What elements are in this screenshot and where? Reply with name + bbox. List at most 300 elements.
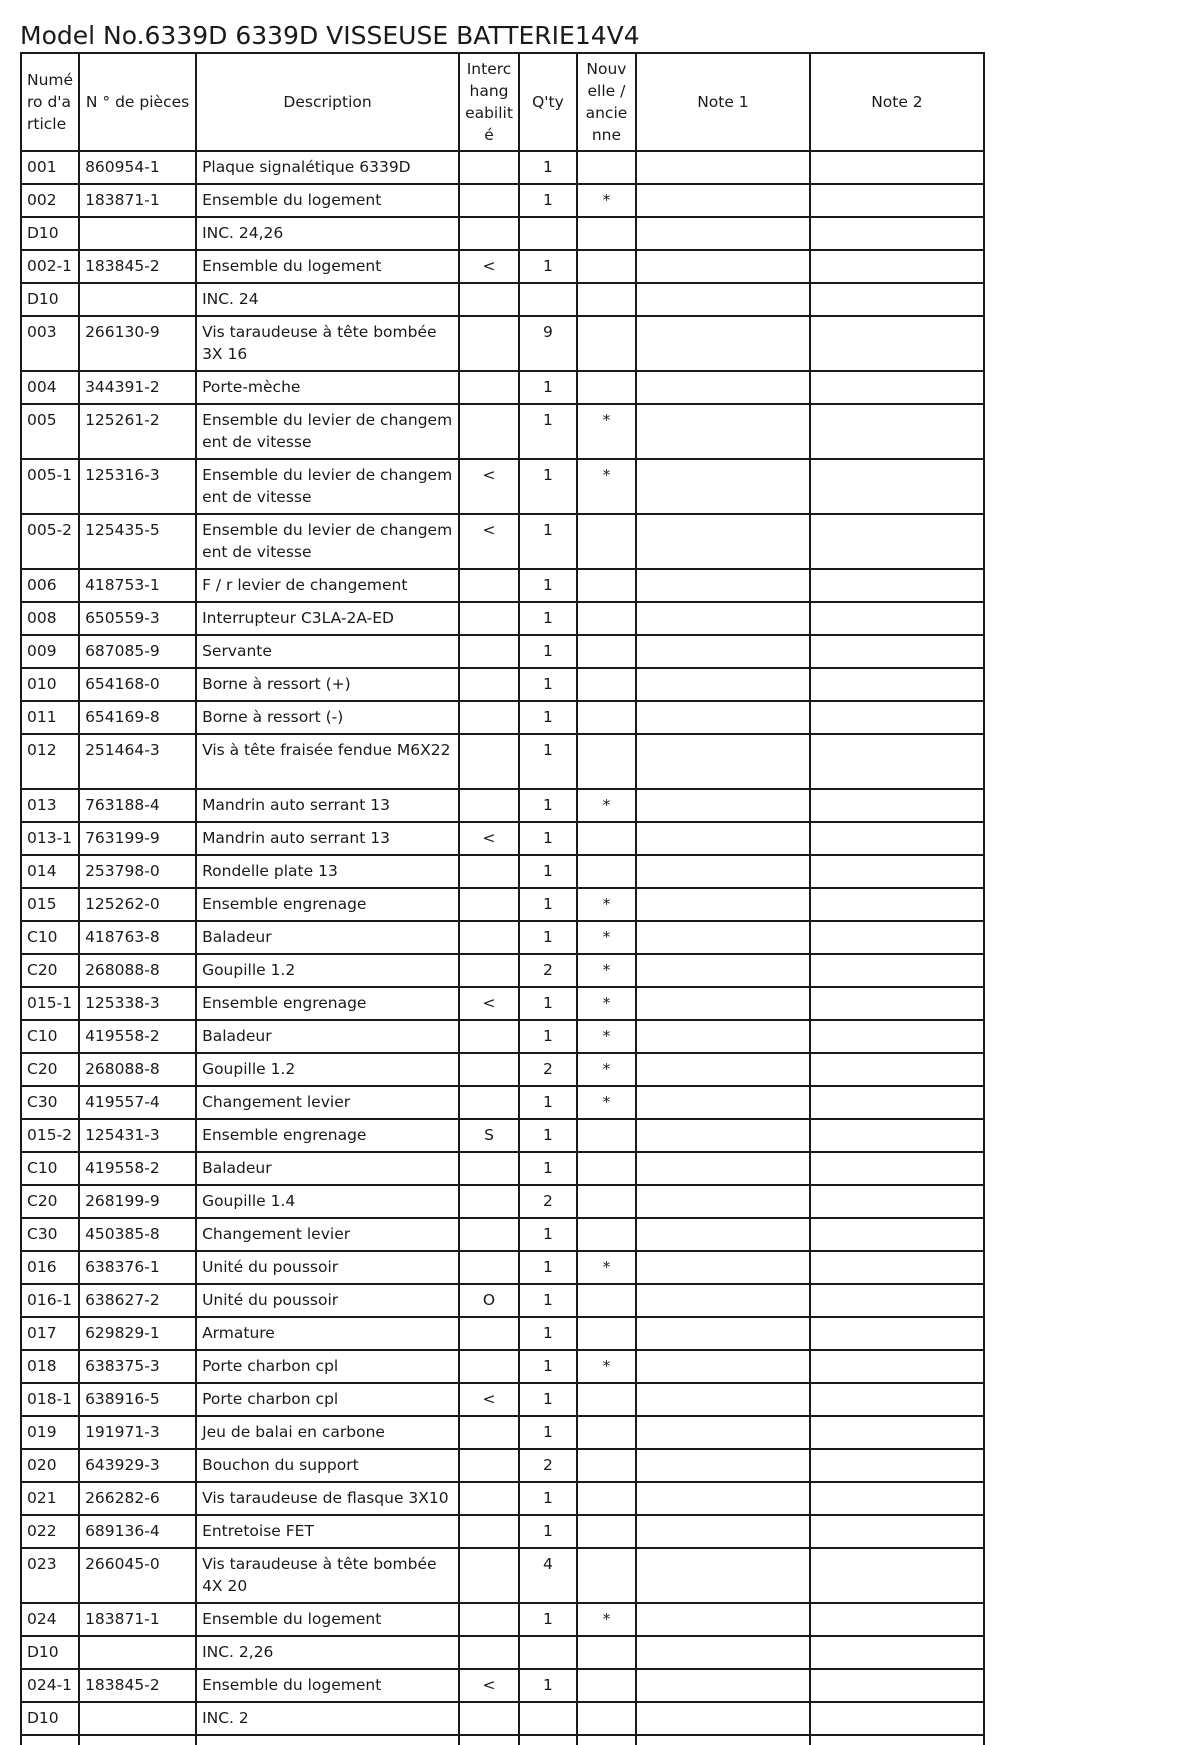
interchangeability-cell <box>459 1603 519 1636</box>
quantity-cell: 1 <box>519 668 577 701</box>
interchangeability-cell <box>459 217 519 250</box>
item-number-cell: C10 <box>21 1152 79 1185</box>
new-old-cell <box>577 283 636 316</box>
interchangeability-cell: S <box>459 1119 519 1152</box>
new-old-cell <box>577 1119 636 1152</box>
part-number-cell: 418763-8 <box>79 921 196 954</box>
description-cell: Vis taraudeuse de flasque 3X10 <box>196 1482 459 1515</box>
part-number-cell: 183871-1 <box>79 1603 196 1636</box>
note-1-cell <box>636 1603 810 1636</box>
note-2-cell <box>810 1086 984 1119</box>
new-old-cell <box>577 1317 636 1350</box>
table-row <box>21 404 984 459</box>
note-1-cell <box>636 1515 810 1548</box>
item-number-cell: D10 <box>21 1702 79 1735</box>
part-number-cell: 266282-6 <box>79 1482 196 1515</box>
part-number-cell <box>79 1702 196 1735</box>
interchangeability-cell <box>459 1251 519 1284</box>
item-number-cell: 019 <box>21 1416 79 1449</box>
quantity-cell: 1 <box>519 1603 577 1636</box>
empty-cell <box>196 1735 459 1745</box>
table-row <box>21 371 984 404</box>
part-number-cell: 689136-4 <box>79 1515 196 1548</box>
item-number-cell: 008 <box>21 602 79 635</box>
new-old-cell <box>577 1636 636 1669</box>
item-number-cell: 002-1 <box>21 250 79 283</box>
quantity-cell: 1 <box>519 151 577 184</box>
quantity-cell: 1 <box>519 1218 577 1251</box>
table-row <box>21 1152 984 1185</box>
note-2-cell <box>810 404 984 459</box>
part-number-cell: 125435-5 <box>79 514 196 569</box>
note-1-cell <box>636 1119 810 1152</box>
item-number-cell: D10 <box>21 1636 79 1669</box>
table-row <box>21 789 984 822</box>
table-row <box>21 602 984 635</box>
interchangeability-cell: < <box>459 250 519 283</box>
table-row <box>21 954 984 987</box>
empty-cell <box>21 1735 79 1745</box>
note-1-cell <box>636 1350 810 1383</box>
part-number-cell: 125316-3 <box>79 459 196 514</box>
quantity-cell: 1 <box>519 1317 577 1350</box>
header-part-number: N ° de pièces <box>79 53 196 151</box>
note-2-cell <box>810 1152 984 1185</box>
note-2-cell <box>810 987 984 1020</box>
note-2-cell <box>810 1185 984 1218</box>
part-number-cell: 125262-0 <box>79 888 196 921</box>
part-number-cell: 419558-2 <box>79 1152 196 1185</box>
item-number-cell: C30 <box>21 1086 79 1119</box>
description-cell: Interrupteur C3LA-2A-ED <box>196 602 459 635</box>
item-number-cell: 015-1 <box>21 987 79 1020</box>
note-1-cell <box>636 1702 810 1735</box>
part-number-cell: 183871-1 <box>79 184 196 217</box>
part-number-cell: 266130-9 <box>79 316 196 371</box>
interchangeability-cell: O <box>459 1284 519 1317</box>
item-number-cell: 005 <box>21 404 79 459</box>
interchangeability-cell <box>459 184 519 217</box>
quantity-cell: 1 <box>519 1515 577 1548</box>
description-cell: Armature <box>196 1317 459 1350</box>
description-cell: F / r levier de changement <box>196 569 459 602</box>
interchangeability-cell <box>459 1449 519 1482</box>
interchangeability-cell <box>459 151 519 184</box>
part-number-cell: 763199-9 <box>79 822 196 855</box>
empty-cell <box>519 1735 577 1745</box>
item-number-cell: D10 <box>21 217 79 250</box>
empty-cell <box>79 1735 196 1745</box>
note-1-cell <box>636 1416 810 1449</box>
table-row <box>21 1020 984 1053</box>
note-1-cell <box>636 1317 810 1350</box>
description-cell: Porte charbon cpl <box>196 1383 459 1416</box>
quantity-cell: 1 <box>519 1383 577 1416</box>
interchangeability-cell <box>459 283 519 316</box>
item-number-cell: 023 <box>21 1548 79 1603</box>
note-2-cell <box>810 569 984 602</box>
item-number-cell: C10 <box>21 921 79 954</box>
item-number-cell: 015-2 <box>21 1119 79 1152</box>
quantity-cell: 1 <box>519 371 577 404</box>
note-1-cell <box>636 987 810 1020</box>
part-number-cell: 638376-1 <box>79 1251 196 1284</box>
quantity-cell: 1 <box>519 1086 577 1119</box>
description-cell: Goupille 1.4 <box>196 1185 459 1218</box>
description-cell: Entretoise FET <box>196 1515 459 1548</box>
item-number-cell: 013-1 <box>21 822 79 855</box>
part-number-cell: 418753-1 <box>79 569 196 602</box>
note-1-cell <box>636 822 810 855</box>
new-old-cell <box>577 701 636 734</box>
description-cell: INC. 2 <box>196 1702 459 1735</box>
empty-cell <box>636 1735 810 1745</box>
note-2-cell <box>810 1383 984 1416</box>
note-2-cell <box>810 1284 984 1317</box>
item-number-cell: 021 <box>21 1482 79 1515</box>
quantity-cell: 1 <box>519 602 577 635</box>
part-number-cell <box>79 217 196 250</box>
item-number-cell: C20 <box>21 954 79 987</box>
description-cell: INC. 24,26 <box>196 217 459 250</box>
table-row <box>21 1317 984 1350</box>
header-quantity: Q'ty <box>519 53 577 151</box>
quantity-cell: 9 <box>519 316 577 371</box>
note-1-cell <box>636 1218 810 1251</box>
new-old-cell <box>577 514 636 569</box>
empty-cell <box>459 1735 519 1745</box>
note-2-cell <box>810 822 984 855</box>
new-old-cell <box>577 1416 636 1449</box>
table-row <box>21 151 984 184</box>
new-old-cell <box>577 668 636 701</box>
quantity-cell <box>519 1636 577 1669</box>
interchangeability-cell <box>459 1548 519 1603</box>
note-2-cell <box>810 514 984 569</box>
note-1-cell <box>636 954 810 987</box>
quantity-cell: 2 <box>519 1449 577 1482</box>
table-row-continued <box>21 1735 984 1745</box>
note-2-cell <box>810 459 984 514</box>
new-old-cell <box>577 316 636 371</box>
table-row <box>21 1350 984 1383</box>
item-number-cell: C20 <box>21 1053 79 1086</box>
interchangeability-cell <box>459 1317 519 1350</box>
note-2-cell <box>810 1702 984 1735</box>
item-number-cell: 013 <box>21 789 79 822</box>
part-number-cell: 763188-4 <box>79 789 196 822</box>
table-row <box>21 921 984 954</box>
new-old-cell: * <box>577 954 636 987</box>
note-1-cell <box>636 459 810 514</box>
description-cell: Porte-mèche <box>196 371 459 404</box>
item-number-cell: 024-1 <box>21 1669 79 1702</box>
parts-table <box>20 52 985 1745</box>
quantity-cell: 1 <box>519 1669 577 1702</box>
interchangeability-cell <box>459 855 519 888</box>
description-cell: Ensemble du levier de changem ent de vitesse <box>196 404 459 459</box>
quantity-cell: 2 <box>519 1185 577 1218</box>
note-1-cell <box>636 569 810 602</box>
item-number-cell: 003 <box>21 316 79 371</box>
table-row <box>21 1416 984 1449</box>
table-row <box>21 1383 984 1416</box>
quantity-cell: 1 <box>519 1284 577 1317</box>
table-row <box>21 1251 984 1284</box>
table-row <box>21 1086 984 1119</box>
new-old-cell <box>577 1669 636 1702</box>
part-number-cell: 643929-3 <box>79 1449 196 1482</box>
table-row <box>21 1449 984 1482</box>
part-number-cell: 125261-2 <box>79 404 196 459</box>
table-row <box>21 1482 984 1515</box>
table-row <box>21 855 984 888</box>
interchangeability-cell <box>459 888 519 921</box>
table-row <box>21 888 984 921</box>
table-row <box>21 635 984 668</box>
note-2-cell <box>810 1053 984 1086</box>
note-1-cell <box>636 888 810 921</box>
new-old-cell <box>577 1548 636 1603</box>
interchangeability-cell <box>459 1185 519 1218</box>
table-row <box>21 1119 984 1152</box>
table-row <box>21 184 984 217</box>
table-row <box>21 1603 984 1636</box>
interchangeability-cell <box>459 1482 519 1515</box>
table-row <box>21 1185 984 1218</box>
interchangeability-cell <box>459 316 519 371</box>
quantity-cell <box>519 1702 577 1735</box>
header-note-1: Note 1 <box>636 53 810 151</box>
part-number-cell: 251464-3 <box>79 734 196 789</box>
note-2-cell <box>810 184 984 217</box>
interchangeability-cell <box>459 1152 519 1185</box>
part-number-cell: 191971-3 <box>79 1416 196 1449</box>
new-old-cell: * <box>577 987 636 1020</box>
note-1-cell <box>636 316 810 371</box>
quantity-cell: 1 <box>519 789 577 822</box>
table-row <box>21 1284 984 1317</box>
interchangeability-cell <box>459 789 519 822</box>
part-number-cell <box>79 1636 196 1669</box>
part-number-cell: 253798-0 <box>79 855 196 888</box>
table-row <box>21 734 984 789</box>
new-old-cell <box>577 1218 636 1251</box>
quantity-cell: 1 <box>519 1416 577 1449</box>
note-1-cell <box>636 404 810 459</box>
interchangeability-cell <box>459 1086 519 1119</box>
part-number-cell: 268088-8 <box>79 954 196 987</box>
interchangeability-cell: < <box>459 1669 519 1702</box>
interchangeability-cell <box>459 921 519 954</box>
description-cell: Ensemble engrenage <box>196 888 459 921</box>
part-number-cell: 268088-8 <box>79 1053 196 1086</box>
item-number-cell: C30 <box>21 1218 79 1251</box>
note-1-cell <box>636 1152 810 1185</box>
new-old-cell: * <box>577 1603 636 1636</box>
quantity-cell: 1 <box>519 1020 577 1053</box>
note-2-cell <box>810 954 984 987</box>
table-row <box>21 701 984 734</box>
description-cell: Vis taraudeuse à tête bombée 3X 16 <box>196 316 459 371</box>
interchangeability-cell <box>459 734 519 789</box>
description-cell: Ensemble du logement <box>196 250 459 283</box>
quantity-cell: 1 <box>519 184 577 217</box>
note-2-cell <box>810 668 984 701</box>
new-old-cell <box>577 569 636 602</box>
note-2-cell <box>810 1350 984 1383</box>
note-1-cell <box>636 1185 810 1218</box>
description-cell: Vis à tête fraisée fendue M6X22 <box>196 734 459 789</box>
new-old-cell <box>577 602 636 635</box>
quantity-cell: 1 <box>519 701 577 734</box>
empty-cell <box>577 1735 636 1745</box>
new-old-cell <box>577 734 636 789</box>
quantity-cell: 1 <box>519 1119 577 1152</box>
quantity-cell: 1 <box>519 987 577 1020</box>
interchangeability-cell: < <box>459 514 519 569</box>
description-cell: Unité du poussoir <box>196 1284 459 1317</box>
note-2-cell <box>810 1603 984 1636</box>
interchangeability-cell <box>459 1350 519 1383</box>
table-row <box>21 668 984 701</box>
interchangeability-cell <box>459 1416 519 1449</box>
note-1-cell <box>636 734 810 789</box>
new-old-cell: * <box>577 1053 636 1086</box>
note-2-cell <box>810 316 984 371</box>
part-number-cell: 183845-2 <box>79 250 196 283</box>
page-title: Model No.6339D 6339D VISSEUSE BATTERIE14V4 <box>20 21 640 50</box>
table-row <box>21 459 984 514</box>
note-1-cell <box>636 1383 810 1416</box>
note-2-cell <box>810 283 984 316</box>
note-2-cell <box>810 602 984 635</box>
note-1-cell <box>636 1669 810 1702</box>
note-1-cell <box>636 1449 810 1482</box>
table-row <box>21 822 984 855</box>
description-cell: Borne à ressort (-) <box>196 701 459 734</box>
note-1-cell <box>636 217 810 250</box>
interchangeability-cell <box>459 569 519 602</box>
part-number-cell: 638375-3 <box>79 1350 196 1383</box>
description-cell: Plaque signalétique 6339D <box>196 151 459 184</box>
description-cell: Borne à ressort (+) <box>196 668 459 701</box>
new-old-cell: * <box>577 1086 636 1119</box>
quantity-cell <box>519 217 577 250</box>
note-2-cell <box>810 1636 984 1669</box>
part-number-cell: 687085-9 <box>79 635 196 668</box>
note-2-cell <box>810 921 984 954</box>
new-old-cell <box>577 1482 636 1515</box>
part-number-cell: 860954-1 <box>79 151 196 184</box>
note-2-cell <box>810 217 984 250</box>
item-number-cell: 018 <box>21 1350 79 1383</box>
header-row <box>21 53 984 151</box>
description-cell: Ensemble du levier de changem ent de vitesse <box>196 459 459 514</box>
note-1-cell <box>636 1636 810 1669</box>
item-number-cell: 022 <box>21 1515 79 1548</box>
new-old-cell <box>577 1284 636 1317</box>
description-cell: Changement levier <box>196 1086 459 1119</box>
description-cell: Baladeur <box>196 1020 459 1053</box>
note-2-cell <box>810 1218 984 1251</box>
note-2-cell <box>810 888 984 921</box>
quantity-cell: 1 <box>519 459 577 514</box>
quantity-cell: 1 <box>519 569 577 602</box>
header-note-2: Note 2 <box>810 53 984 151</box>
part-number-cell: 654169-8 <box>79 701 196 734</box>
table-row <box>21 1636 984 1669</box>
note-1-cell <box>636 789 810 822</box>
table-row <box>21 250 984 283</box>
quantity-cell: 1 <box>519 734 577 789</box>
note-2-cell <box>810 250 984 283</box>
part-number-cell: 638627-2 <box>79 1284 196 1317</box>
description-cell: Rondelle plate 13 <box>196 855 459 888</box>
description-cell: Porte charbon cpl <box>196 1350 459 1383</box>
quantity-cell: 1 <box>519 822 577 855</box>
item-number-cell: 002 <box>21 184 79 217</box>
description-cell: Ensemble du logement <box>196 184 459 217</box>
note-1-cell <box>636 1086 810 1119</box>
new-old-cell: * <box>577 789 636 822</box>
table-row <box>21 1669 984 1702</box>
table-row <box>21 569 984 602</box>
note-2-cell <box>810 371 984 404</box>
table-row <box>21 283 984 316</box>
note-1-cell <box>636 514 810 569</box>
note-1-cell <box>636 151 810 184</box>
note-2-cell <box>810 1669 984 1702</box>
note-1-cell <box>636 283 810 316</box>
description-cell: Mandrin auto serrant 13 <box>196 789 459 822</box>
note-1-cell <box>636 1548 810 1603</box>
empty-cell <box>810 1735 984 1745</box>
interchangeability-cell <box>459 1515 519 1548</box>
part-number-cell: 183845-2 <box>79 1669 196 1702</box>
note-2-cell <box>810 1548 984 1603</box>
new-old-cell: * <box>577 404 636 459</box>
description-cell: Changement levier <box>196 1218 459 1251</box>
part-number-cell: 419558-2 <box>79 1020 196 1053</box>
interchangeability-cell <box>459 371 519 404</box>
description-cell: Ensemble engrenage <box>196 1119 459 1152</box>
interchangeability-cell <box>459 1053 519 1086</box>
part-number-cell <box>79 283 196 316</box>
part-number-cell: 344391-2 <box>79 371 196 404</box>
note-2-cell <box>810 734 984 789</box>
description-cell: Baladeur <box>196 1152 459 1185</box>
note-1-cell <box>636 250 810 283</box>
interchangeability-cell: < <box>459 1383 519 1416</box>
item-number-cell: 006 <box>21 569 79 602</box>
note-2-cell <box>810 1317 984 1350</box>
note-2-cell <box>810 1482 984 1515</box>
new-old-cell: * <box>577 184 636 217</box>
part-number-cell: 419557-4 <box>79 1086 196 1119</box>
new-old-cell: * <box>577 888 636 921</box>
note-2-cell <box>810 789 984 822</box>
interchangeability-cell <box>459 1020 519 1053</box>
item-number-cell: 011 <box>21 701 79 734</box>
item-number-cell: 015 <box>21 888 79 921</box>
new-old-cell <box>577 1449 636 1482</box>
new-old-cell <box>577 1515 636 1548</box>
note-1-cell <box>636 371 810 404</box>
note-1-cell <box>636 1482 810 1515</box>
interchangeability-cell <box>459 404 519 459</box>
new-old-cell <box>577 1383 636 1416</box>
